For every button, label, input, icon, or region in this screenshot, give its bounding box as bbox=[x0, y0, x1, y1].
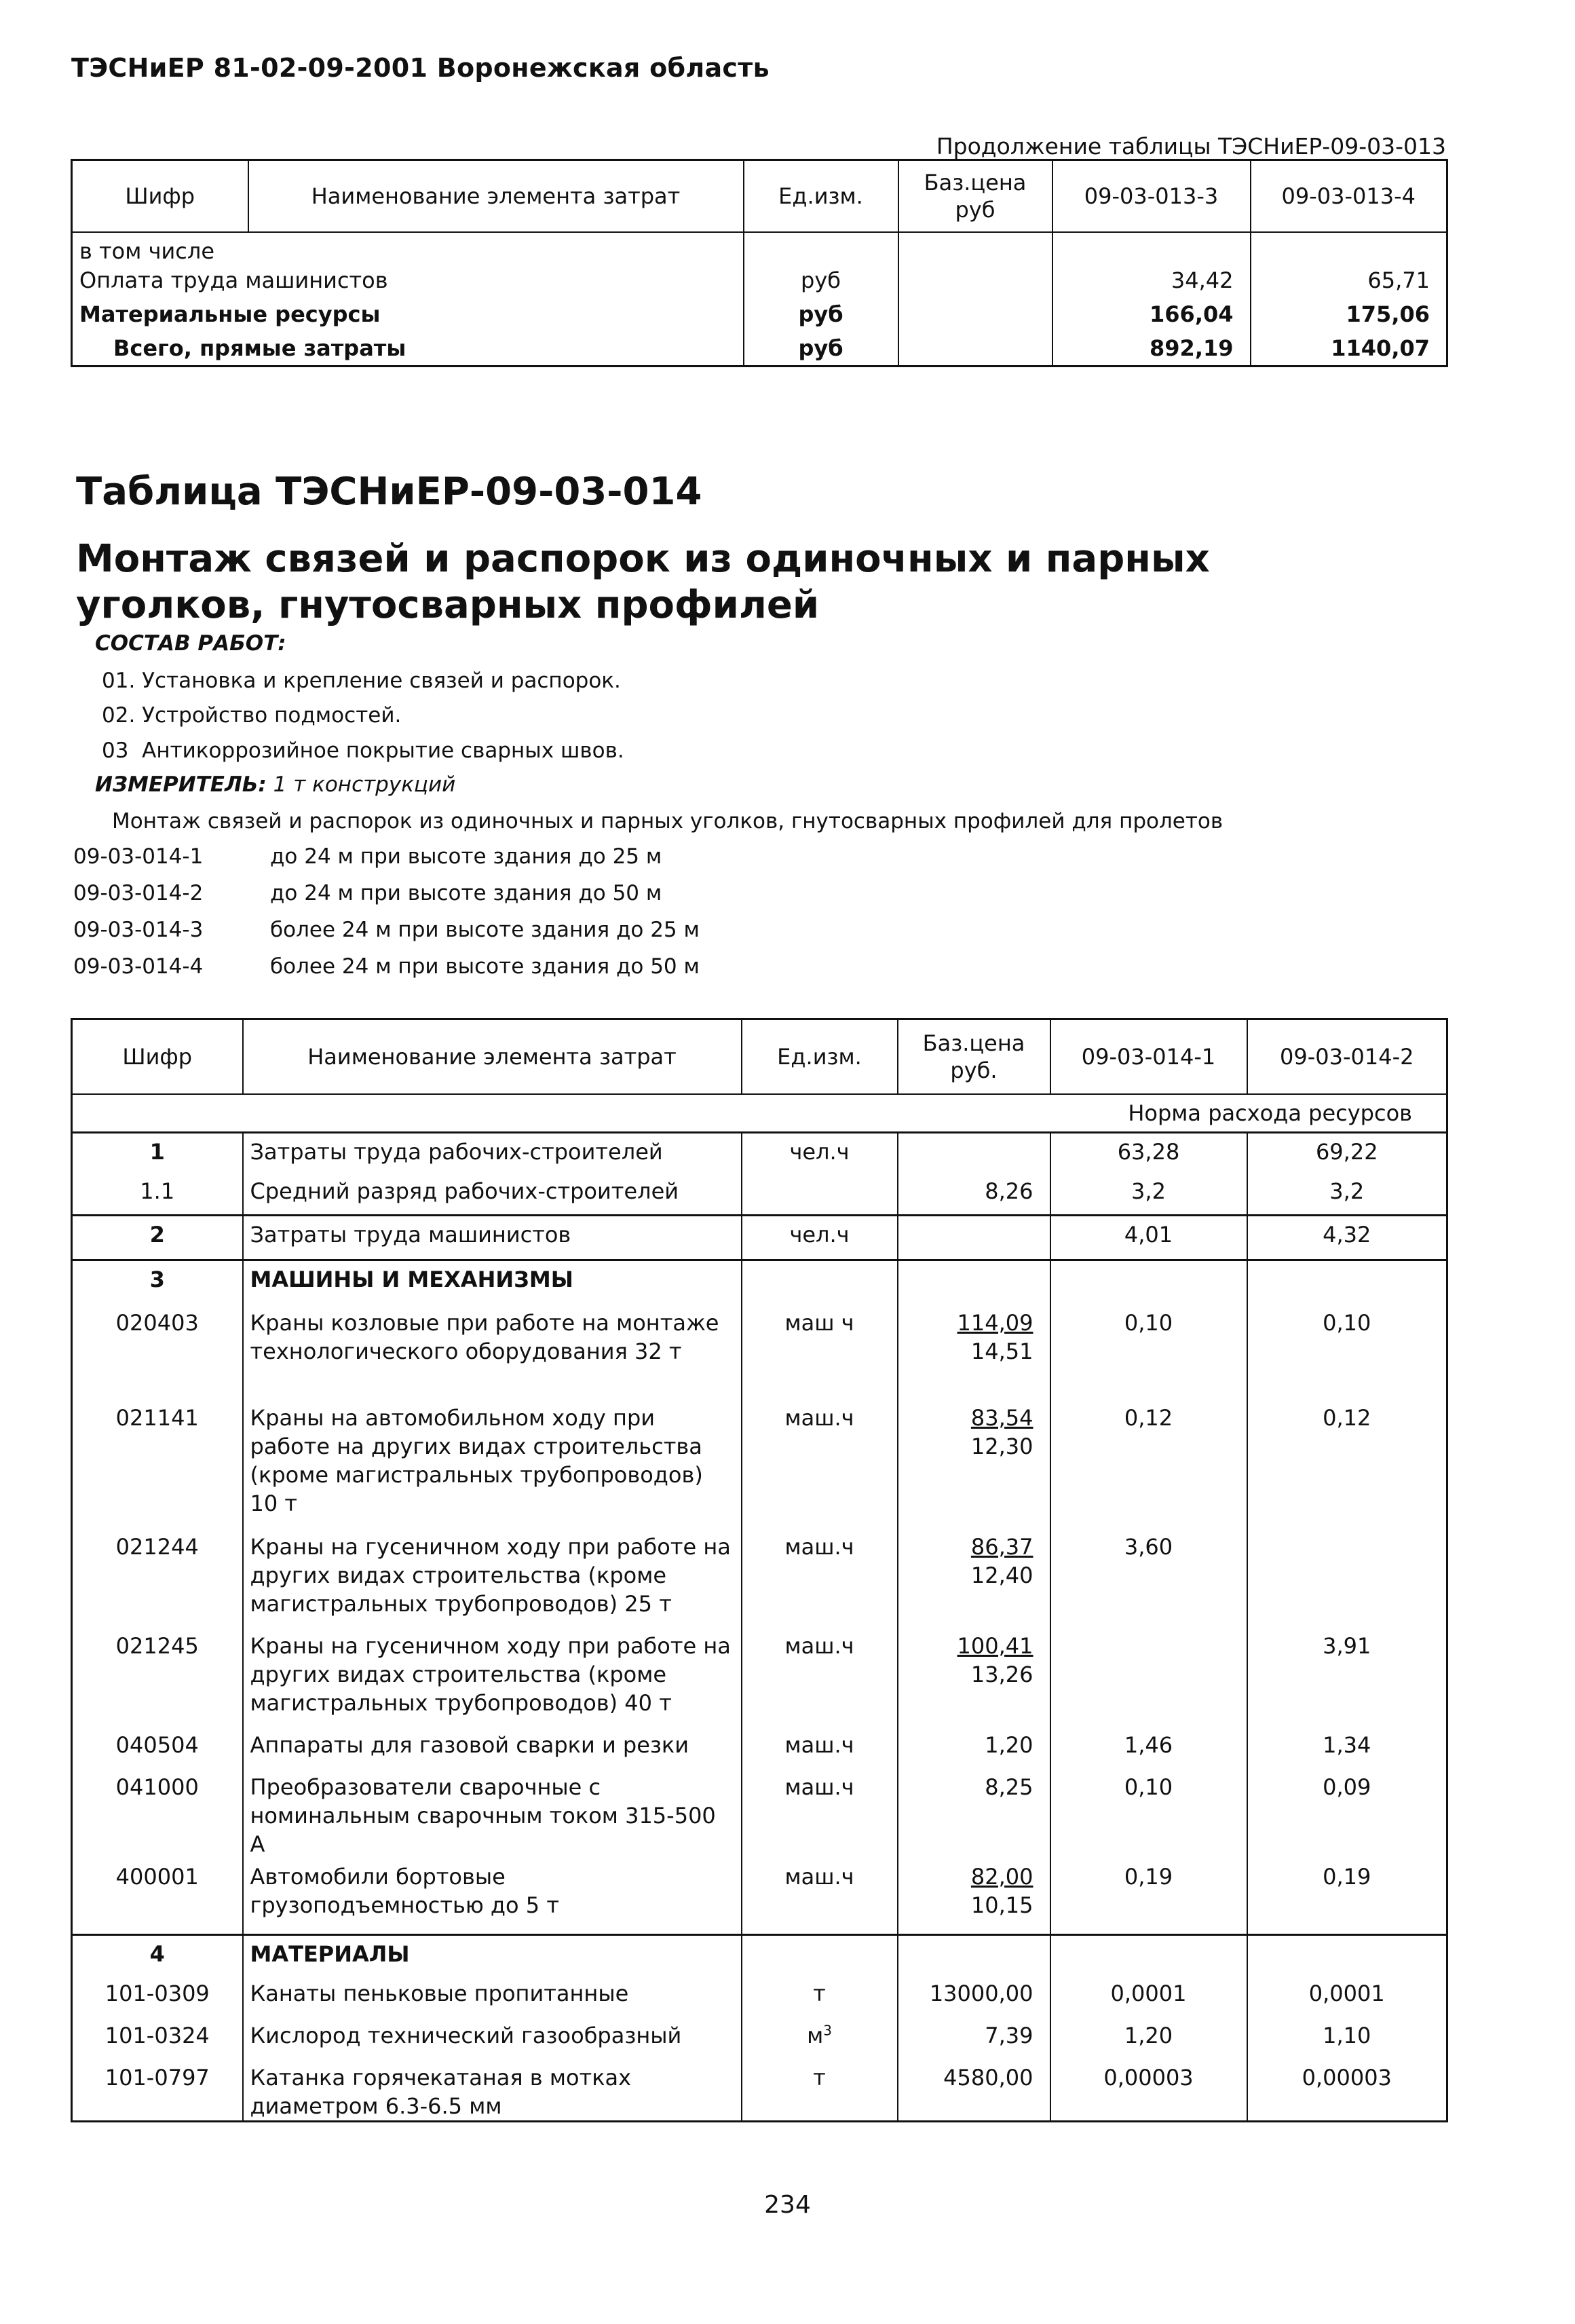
row-value-2 bbox=[1247, 1934, 1447, 1975]
row-value-2 bbox=[1247, 1260, 1447, 1305]
row-price bbox=[898, 1260, 1050, 1305]
variant-code: 09-03-014-1 bbox=[73, 844, 204, 869]
row-code: 1.1 bbox=[140, 1178, 175, 1204]
table-row bbox=[72, 1975, 1447, 2017]
table-resources bbox=[71, 1018, 1448, 2122]
measure-value: 1 т конструкций bbox=[273, 772, 456, 797]
row-unit bbox=[742, 1529, 898, 1628]
row-name: Краны на гусеничном ходу при работе на других видах строительства (кроме магистральных трубопроводов) 40 т bbox=[243, 1628, 742, 1727]
variant-text: до 24 м при высоте здания до 50 м bbox=[270, 881, 662, 905]
row-unit bbox=[744, 232, 898, 266]
col-header-unit: Ед.изм. bbox=[742, 1019, 898, 1094]
row-label: Оплата труда машинистов bbox=[79, 267, 388, 293]
row-unit-text: чел.ч bbox=[789, 1138, 850, 1165]
table-row bbox=[72, 1132, 1447, 1173]
row-value-2: 0,09 bbox=[1247, 1769, 1447, 1858]
row-name: Затраты труда рабочих-строителей bbox=[243, 1132, 742, 1173]
table-row bbox=[72, 1215, 1447, 1260]
row-name: Канаты пеньковые пропитанные bbox=[243, 1975, 742, 2017]
row-code: 2 bbox=[72, 1215, 243, 1260]
row-value-1: 0,00003 bbox=[1050, 2059, 1247, 2122]
table-row bbox=[72, 1400, 1447, 1529]
row-unit-text: т bbox=[813, 2065, 826, 2091]
composition-item: 03 Антикоррозийное покрытие сварных швов. bbox=[102, 738, 624, 763]
row-label: Материальные ресурсы bbox=[79, 301, 381, 327]
row-name: МАТЕРИАЛЫ bbox=[243, 1934, 742, 1975]
price-value: 83,54 bbox=[970, 1405, 1033, 1431]
variant-code: 09-03-014-3 bbox=[73, 918, 204, 942]
variant-item bbox=[73, 844, 662, 869]
table-row bbox=[72, 2017, 1447, 2059]
table-row bbox=[72, 1727, 1447, 1769]
table-row bbox=[72, 1260, 1447, 1305]
row-value-1: 3,2 bbox=[1050, 1173, 1247, 1215]
price-value: 100,41 bbox=[957, 1633, 1033, 1659]
variant-item bbox=[73, 954, 700, 979]
continuation-note: Продолжение таблицы ТЭСНиЕР-09-03-013 bbox=[936, 133, 1446, 160]
variant-text: более 24 м при высоте здания до 25 м bbox=[270, 918, 700, 942]
row-code: 400001 bbox=[115, 1864, 199, 1890]
row-name: Кислород технический газообразный bbox=[243, 2017, 742, 2059]
row-value-2: 3,2 bbox=[1247, 1173, 1447, 1215]
price-value: 4580,00 bbox=[943, 2065, 1033, 2091]
row-value-1 bbox=[1052, 232, 1251, 266]
running-header: ТЭСНиЕР 81-02-09-2001 Воронежская область bbox=[71, 53, 770, 83]
price-wage-value: 12,30 bbox=[970, 1433, 1033, 1459]
variant-text: до 24 м при высоте здания до 25 м bbox=[270, 844, 662, 869]
composition-label: СОСТАВ РАБОТ: bbox=[95, 631, 286, 656]
variant-text: более 24 м при высоте здания до 50 м bbox=[270, 954, 700, 979]
row-unit-text: маш.ч bbox=[784, 1864, 854, 1890]
row-value-1: 892,19 bbox=[1052, 334, 1251, 367]
variant-code: 09-03-014-4 bbox=[73, 954, 204, 979]
col-header-name: Наименование элемента затрат bbox=[248, 160, 744, 232]
row-price bbox=[898, 2059, 1050, 2122]
price-value: 8,26 bbox=[985, 1178, 1033, 1204]
col-header-variant-3: 09-03-013-3 bbox=[1052, 160, 1251, 232]
row-unit-text: м bbox=[807, 2023, 824, 2048]
row-unit-text: маш ч bbox=[784, 1310, 854, 1336]
row-unit-text: чел.ч bbox=[789, 1221, 850, 1248]
table-row bbox=[72, 1305, 1447, 1400]
variant-item bbox=[73, 881, 662, 905]
row-value-1: 166,04 bbox=[1052, 300, 1251, 334]
table-row bbox=[72, 1858, 1447, 1934]
row-unit bbox=[742, 1858, 898, 1934]
table-row bbox=[72, 1769, 1447, 1858]
row-unit-text: маш.ч bbox=[784, 1405, 854, 1431]
row-price bbox=[898, 1132, 1050, 1173]
col-header-price: Баз.цена руб. bbox=[898, 1019, 1050, 1094]
col-header-name: Наименование элемента затрат bbox=[243, 1019, 742, 1094]
row-value-1: 0,10 bbox=[1050, 1305, 1247, 1400]
row-unit bbox=[742, 1628, 898, 1727]
page-number: 234 bbox=[764, 2191, 811, 2219]
row-price bbox=[898, 1400, 1050, 1529]
row-price bbox=[898, 300, 1052, 334]
row-value-1: 0,12 bbox=[1050, 1400, 1247, 1529]
row-code: 040504 bbox=[115, 1732, 199, 1758]
row-code: 3 bbox=[72, 1260, 243, 1305]
row-price bbox=[898, 1529, 1050, 1628]
row-value-1: 34,42 bbox=[1052, 266, 1251, 300]
row-name: Краны на автомобильном ходу при работе на других видах строительства (кроме магистральных трубопроводов) 10 т bbox=[243, 1400, 742, 1529]
row-unit bbox=[742, 2059, 898, 2122]
price-value: 8,25 bbox=[985, 1774, 1033, 1800]
price-wage-value: 13,26 bbox=[970, 1662, 1033, 1687]
row-price bbox=[898, 232, 1052, 266]
row-value-2: 0,19 bbox=[1247, 1858, 1447, 1934]
row-value-1: 1,20 bbox=[1050, 2017, 1247, 2059]
row-unit bbox=[742, 1260, 898, 1305]
row-price bbox=[898, 1769, 1050, 1858]
row-value-1: 0,10 bbox=[1050, 1769, 1247, 1858]
row-value-2: 0,10 bbox=[1247, 1305, 1447, 1400]
row-unit-text: маш.ч bbox=[784, 1774, 854, 1800]
row-unit-text: маш.ч bbox=[784, 1534, 854, 1560]
row-unit bbox=[742, 1215, 898, 1260]
row-value-1: 0,0001 bbox=[1050, 1975, 1247, 2017]
row-unit-text: маш.ч bbox=[784, 1732, 854, 1758]
row-value-1: 0,19 bbox=[1050, 1858, 1247, 1934]
row-code: 041000 bbox=[115, 1774, 199, 1800]
row-value-1: 63,28 bbox=[1050, 1132, 1247, 1173]
table-row bbox=[72, 2059, 1447, 2122]
row-value-2: 65,71 bbox=[1251, 266, 1447, 300]
price-value: 114,09 bbox=[957, 1310, 1033, 1336]
row-name: Катанка горячекатаная в мотках диаметром 6.3-6.5 мм bbox=[243, 2059, 742, 2122]
row-name: Средний разряд рабочих-строителей bbox=[243, 1173, 742, 1215]
price-wage-value: 14,51 bbox=[970, 1338, 1033, 1364]
col-header-code: Шифр bbox=[72, 160, 248, 232]
table-subtitle: Монтаж связей и распорок из одиночных и парных уголков, гнутосварных профилей bbox=[76, 537, 1210, 627]
row-code: 1 bbox=[72, 1132, 243, 1173]
row-unit bbox=[742, 1173, 898, 1215]
unit-superscript: 3 bbox=[823, 2022, 832, 2039]
row-price bbox=[898, 1727, 1050, 1769]
row-value-2: 1140,07 bbox=[1251, 334, 1447, 367]
row-value-1 bbox=[1050, 1934, 1247, 1975]
row-code: 020403 bbox=[115, 1310, 199, 1336]
variant-code: 09-03-014-2 bbox=[73, 881, 204, 905]
row-value-1 bbox=[1050, 1260, 1247, 1305]
row-unit bbox=[742, 1132, 898, 1173]
variant-item bbox=[73, 918, 700, 942]
row-name: Краны козловые при работе на монтаже технологического оборудования 32 т bbox=[243, 1305, 742, 1400]
price-value: 86,37 bbox=[970, 1534, 1033, 1560]
price-value: 13000,00 bbox=[929, 1981, 1033, 2006]
row-price bbox=[898, 1934, 1050, 1975]
row-label: в том числе bbox=[79, 238, 214, 264]
row-price bbox=[898, 2017, 1050, 2059]
row-value-1 bbox=[1050, 1628, 1247, 1727]
row-name: МАШИНЫ И МЕХАНИЗМЫ bbox=[243, 1260, 742, 1305]
table-title: Таблица ТЭСНиЕР-09-03-014 bbox=[76, 470, 702, 514]
col-header-variant-1: 09-03-014-1 bbox=[1050, 1019, 1247, 1094]
row-code: 021244 bbox=[115, 1534, 199, 1560]
row-price bbox=[898, 334, 1052, 367]
row-value-1: 1,46 bbox=[1050, 1727, 1247, 1769]
row-code: 021245 bbox=[115, 1633, 199, 1659]
price-value: 1,20 bbox=[985, 1732, 1033, 1758]
row-unit bbox=[742, 2017, 898, 2059]
row-code: 4 bbox=[72, 1934, 243, 1975]
row-unit bbox=[742, 1400, 898, 1529]
price-wage-value: 12,40 bbox=[970, 1562, 1033, 1588]
row-unit: руб bbox=[744, 300, 898, 334]
row-price bbox=[898, 1628, 1050, 1727]
table-row bbox=[72, 334, 1447, 367]
row-unit bbox=[742, 1769, 898, 1858]
table-row bbox=[72, 1529, 1447, 1628]
col-header-unit: Ед.изм. bbox=[744, 160, 898, 232]
col-header-variant-2: 09-03-014-2 bbox=[1247, 1019, 1447, 1094]
row-value-2 bbox=[1247, 1529, 1447, 1628]
row-unit bbox=[742, 1727, 898, 1769]
row-code: 021141 bbox=[115, 1405, 199, 1431]
row-label: Всего, прямые затраты bbox=[113, 335, 406, 361]
table-row bbox=[72, 1173, 1447, 1215]
row-unit bbox=[742, 1934, 898, 1975]
price-value: 7,39 bbox=[985, 2023, 1033, 2048]
measure-label: ИЗМЕРИТЕЛЬ: bbox=[95, 772, 267, 797]
row-name: Затраты труда машинистов bbox=[243, 1215, 742, 1260]
row-price bbox=[898, 1858, 1050, 1934]
row-unit-text: т bbox=[813, 1981, 826, 2006]
table-row bbox=[72, 1628, 1447, 1727]
row-value-2: 1,34 bbox=[1247, 1727, 1447, 1769]
row-value-1: 3,60 bbox=[1050, 1529, 1247, 1628]
row-unit-text: маш.ч bbox=[784, 1633, 854, 1659]
col-header-price: Баз.цена руб bbox=[898, 160, 1052, 232]
composition-item: 02. Устройство подмостей. bbox=[102, 703, 402, 728]
row-value-1: 4,01 bbox=[1050, 1215, 1247, 1260]
price-wage-value: 10,15 bbox=[970, 1892, 1033, 1918]
row-name: Автомобили бортовые грузоподъемностью до 5 т bbox=[243, 1858, 742, 1934]
row-price bbox=[898, 1975, 1050, 2017]
row-name: Аппараты для газовой сварки и резки bbox=[243, 1727, 742, 1769]
row-unit: руб bbox=[744, 334, 898, 367]
col-header-variant-4: 09-03-013-4 bbox=[1251, 160, 1447, 232]
price-value: 82,00 bbox=[970, 1864, 1033, 1890]
table-row bbox=[72, 1934, 1447, 1975]
row-price bbox=[898, 266, 1052, 300]
row-value-2: 0,00003 bbox=[1247, 2059, 1447, 2122]
col-header-code: Шифр bbox=[72, 1019, 243, 1094]
row-price bbox=[898, 1173, 1050, 1215]
table-row bbox=[72, 266, 1447, 300]
row-name: Краны на гусеничном ходу при работе на других видах строительства (кроме магистральных трубопроводов) 25 т bbox=[243, 1529, 742, 1628]
norm-label: Норма расхода ресурсов bbox=[72, 1094, 1447, 1133]
work-description: Монтаж связей и распорок из одиночных и парных уголков, гнутосварных профилей для пролетов bbox=[112, 809, 1223, 833]
row-value-2 bbox=[1251, 232, 1447, 266]
table-continuation bbox=[71, 159, 1448, 367]
row-value-2: 1,10 bbox=[1247, 2017, 1447, 2059]
row-unit bbox=[742, 1305, 898, 1400]
row-unit: руб bbox=[744, 266, 898, 300]
row-value-2: 4,32 bbox=[1247, 1215, 1447, 1260]
row-name: Преобразователи сварочные с номинальным сварочным током 315-500 А bbox=[243, 1769, 742, 1858]
composition-item: 01. Установка и крепление связей и распорок. bbox=[102, 669, 621, 693]
table-row bbox=[72, 232, 1447, 266]
row-unit bbox=[742, 1975, 898, 2017]
table-row bbox=[72, 300, 1447, 334]
row-code: 101-0324 bbox=[105, 2023, 210, 2048]
row-price bbox=[898, 1305, 1050, 1400]
row-value-2: 175,06 bbox=[1251, 300, 1447, 334]
row-value-2: 0,12 bbox=[1247, 1400, 1447, 1529]
row-value-2: 3,91 bbox=[1247, 1628, 1447, 1727]
row-code: 101-0309 bbox=[105, 1981, 210, 2006]
row-value-2: 69,22 bbox=[1247, 1132, 1447, 1173]
row-value-2: 0,0001 bbox=[1247, 1975, 1447, 2017]
row-code: 101-0797 bbox=[105, 2065, 210, 2091]
row-price bbox=[898, 1215, 1050, 1260]
